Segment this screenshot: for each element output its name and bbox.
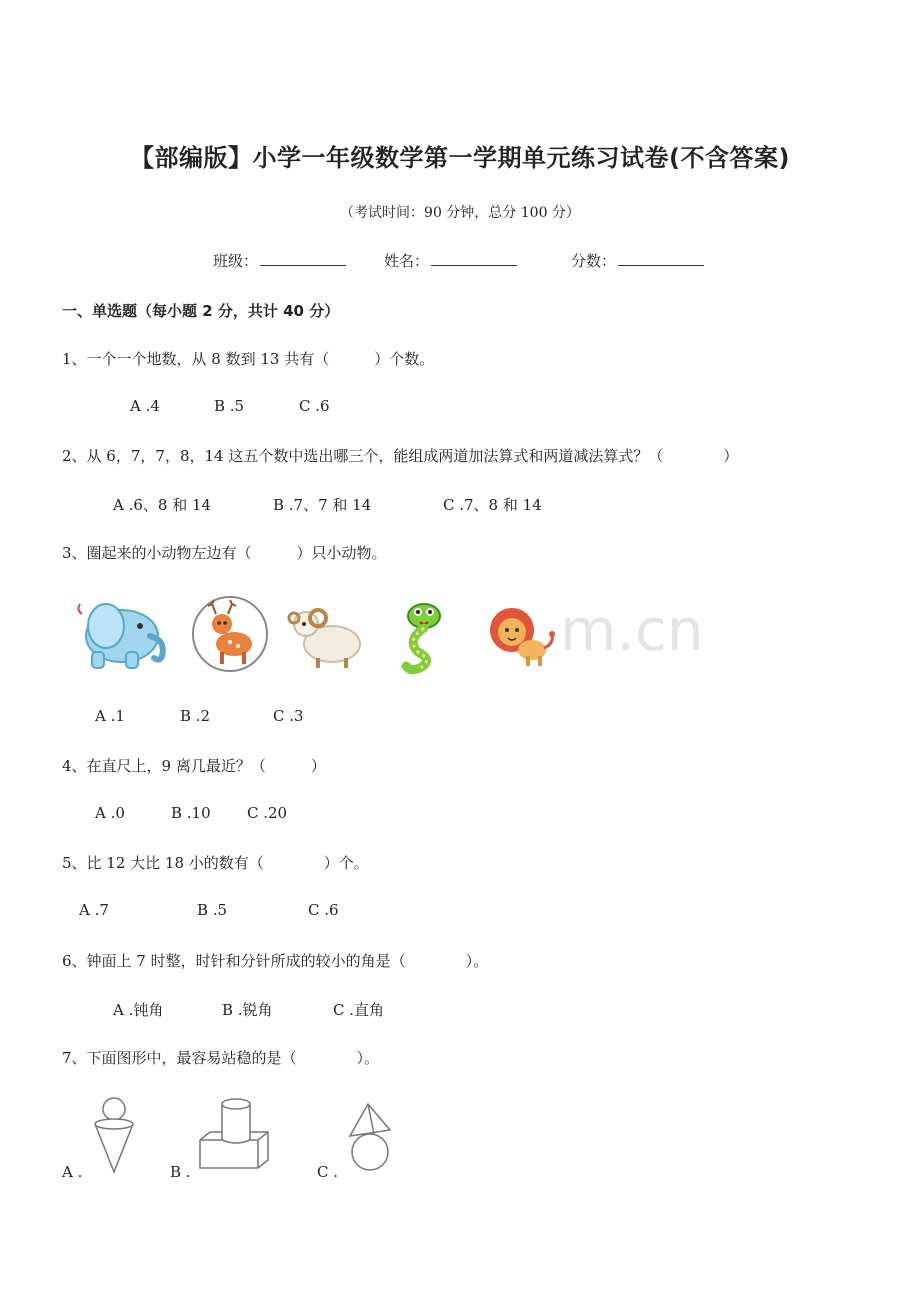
class-field [213, 250, 346, 271]
q5-option-b[interactable]: B .5 [197, 901, 228, 919]
q3-option-b[interactable]: B .2 [180, 707, 211, 725]
q5-option-a[interactable]: A .7 [79, 901, 109, 919]
question-2: 2、从 6，7，7，8，14 这五个数中选出哪三个，能组成两道加法算式和两道减法算式？（ ） [62, 447, 739, 465]
q2-option-a[interactable]: A .6、8 和 14 [113, 496, 212, 514]
section-heading: 一、单选题（每小题 2 分，共计 40 分） [62, 302, 340, 320]
sphere-on-cone-icon [90, 1096, 140, 1176]
cylinder-on-box-icon [198, 1096, 272, 1172]
exam-subtitle: （考试时间：90 分钟，总分 100 分） [340, 205, 580, 221]
q4-option-a[interactable]: A .0 [95, 804, 125, 822]
score-blank[interactable] [618, 251, 704, 266]
q4-option-b[interactable]: B .10 [171, 804, 211, 822]
q4-option-c[interactable]: C .20 [247, 804, 288, 822]
q5-option-c[interactable]: C .6 [308, 901, 339, 919]
deer-icon [190, 594, 270, 674]
q1-option-b[interactable]: B .5 [214, 397, 245, 415]
q7-option-b[interactable]: B . [170, 1163, 191, 1181]
question-1: 1、一个一个地数，从 8 数到 13 共有（ ）个数。 [62, 350, 435, 368]
q3-option-c[interactable]: C .3 [273, 707, 304, 725]
name-blank[interactable] [431, 251, 517, 266]
page-title: 【部编版】小学一年级数学第一学期单元练习试卷(不含答案) [130, 144, 790, 172]
score-field [571, 250, 704, 271]
q6-option-c[interactable]: C .直角 [333, 1001, 385, 1019]
q7-option-c[interactable]: C . [317, 1163, 339, 1181]
name-label: 姓名： [384, 252, 430, 270]
elephant-icon [70, 596, 174, 672]
class-blank[interactable] [260, 251, 346, 266]
snake-icon [398, 600, 450, 674]
q2-option-b[interactable]: B .7、7 和 14 [273, 496, 372, 514]
sheep-icon [286, 600, 366, 672]
question-6: 6、钟面上 7 时整，时针和分针所成的较小的角是（ ）。 [62, 952, 489, 970]
score-label: 分数： [571, 252, 617, 270]
q3-option-a[interactable]: A .1 [95, 707, 125, 725]
class-label: 班级： [213, 252, 259, 270]
lion-icon [486, 604, 558, 668]
q1-option-a[interactable]: A .4 [130, 397, 160, 415]
question-4: 4、在直尺上，9 离几最近？（ ） [62, 757, 326, 775]
question-3: 3、圈起来的小动物左边有（ ）只小动物。 [62, 544, 387, 562]
cone-on-sphere-icon [344, 1100, 396, 1174]
question-5: 5、比 12 大比 18 小的数有（ ）个。 [62, 854, 369, 872]
q7-option-a[interactable]: A . [62, 1163, 83, 1181]
watermark: m.cn [560, 596, 704, 664]
q2-option-c[interactable]: C .7、8 和 14 [443, 496, 542, 514]
q6-option-b[interactable]: B .锐角 [222, 1001, 273, 1019]
question-7: 7、下面图形中，最容易站稳的是（ ）。 [62, 1049, 380, 1067]
q6-option-a[interactable]: A .钝角 [113, 1001, 164, 1019]
q1-option-c[interactable]: C .6 [299, 397, 330, 415]
name-field [384, 250, 517, 271]
